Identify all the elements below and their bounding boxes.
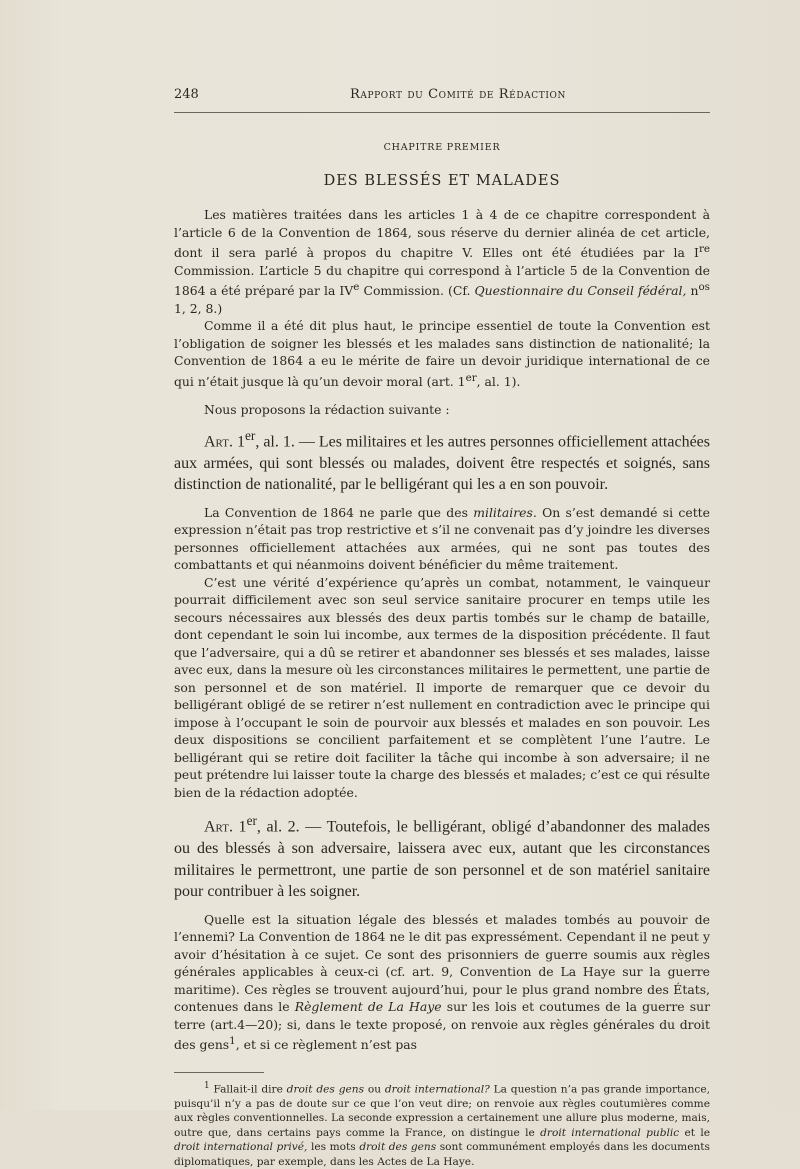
- footnote: $^1$ Fallait-il dire droit des gens ou droit international? La question n’a pas grande importance, puisqu’il n’y a pas de doute sur ce que l’on veut dire; on renvoie aux règles coutumières comme aux règles conventionnelles. La seconde expression a certainement une allure plus moderne, mais, outre que, dans certains pays comme la France, on distingue le droit international public et le droit international privé, les mots droit des gens sont communément employés dans les documents diplomatiques, par exemple, dans les Actes de La Haye.: [174, 1080, 710, 1168]
- footnote-rule: [174, 1072, 264, 1073]
- paragraph-3: Nous proposons la rédaction suivante :: [204, 402, 450, 418]
- paragraph-5: C’est une vérité d’expérience qu’après un combat, notamment, le vainqueur pourrait difficilement avec son seul service sanitaire procurer en temps utile les secours nécessaires aux blessés des deux partis tombés sur le champ de bataille, dont cependant le soin lui incombe, aux termes de la disposition précédente. Il faut que l’adversaire, qui a dû se retirer et abandonner ses blessés et ses malades, laisse avec eux, dans la mesure où les circonstances militaires le permettent, une partie de son personnel et de son matériel. Il importe de remarquer que ce devoir du belligérant obligé de se retirer n’est nullement en contradiction avec le principe qui impose à l’occupant le soin de pourvoir aux blessés et malades en son pouvoir. Les deux dispositions se concilient parfaitement et se complètent l’une l’autre. Le belligérant qui se retire doit faciliter la tâche qui incombe à son adversaire; il ne peut prétendre lui laisser toute la charge des blessés et malades; c’est ce qui résulte bien de la rédaction adoptée.: [174, 574, 710, 800]
- paragraph-6: Quelle est la situation légale des blessés et malades tombés au pouvoir de l’ennemi? La Convention de 1864 ne le dit pas expressément. Cependant il ne peut y avoir d’hésitation à ce sujet. Ce sont des prisonniers de guerre soumis aux règles générales applicables à ceux-ci (cf. art. 9, Convention de La Haye sur la guerre maritime). Ces règles se trouvent aujourd’hui, pour le plus grand nombre des États, contenues dans le Règlement de La Haye sur les lois et coutumes de la guerre sur terre (art.4—20); si, dans le texte proposé, on renvoie aux règles générales du droit des gens$^1$, et si ce règlement n’est pas: [174, 911, 710, 1053]
- page-header: [174, 87, 710, 107]
- page-number: 248: [174, 87, 199, 102]
- page-body: [174, 140, 710, 1169]
- header-rule: [174, 112, 710, 113]
- paragraph-1: Les matières traitées dans les articles 1 à 4 de ce chapitre correspondent à l’article 6 de la Convention de 1864, sous réserve du dernier alinéa de cet article, dont il sera parlé à propos du chapitre V. Elles ont été étudiées par la Ire Commission. L’article 5 du chapitre qui correspond à l’article 5 de la Convention de 1864 a été préparé par la IVe Commission. (Cf. Questionnaire du Conseil fédéral, $n^{os}$ 1, 2, 8.): [174, 207, 710, 316]
- article-1-al-2: Art. 1er, al. 2. — Toutefois, le belligérant, obligé d’abandonner des malades ou des blessés à son adversaire, laissera avec eux, autant que les circonstances militaires le permettront, une partie de son personnel et de son matériel sanitaire pour contribuer à les soigner.: [174, 813, 711, 901]
- paragraph-2: Comme il a été dit plus haut, le principe essentiel de toute la Convention est l’obligation de soigner les blessés et les malades sans distinction de nationalité; la Convention de 1864 a eu le mérite de faire un devoir juridique international de ce qui n’était jusque là qu’un devoir moral (art. 1er, al. 1).: [174, 318, 710, 389]
- paragraph-4: La Convention de 1864 ne parle que des militaires. On s’est demandé si cette expression n’était pas trop restrictive et s’il ne convenait pas d’y joindre les diverses personnes officiellement attachées aux armées, qui ne sont pas toutes des combattants et qui néanmoins doivent bénéficier du même traitement.: [174, 504, 710, 573]
- article-1-al-1: Art. 1er, al. 1. — Les militaires et les autres personnes officiellement attachées aux armées, qui sont blessés ou malades, doivent être respectés et soignés, sans distinction de nationalité, par le belligérant qui les a en son pouvoir.: [174, 427, 711, 494]
- chapter-label: CHAPITRE PREMIER: [383, 142, 501, 153]
- running-title: Rapport du Comité de Rédaction: [350, 87, 566, 102]
- chapter-title: DES BLESSÉS ET MALADES: [323, 173, 561, 189]
